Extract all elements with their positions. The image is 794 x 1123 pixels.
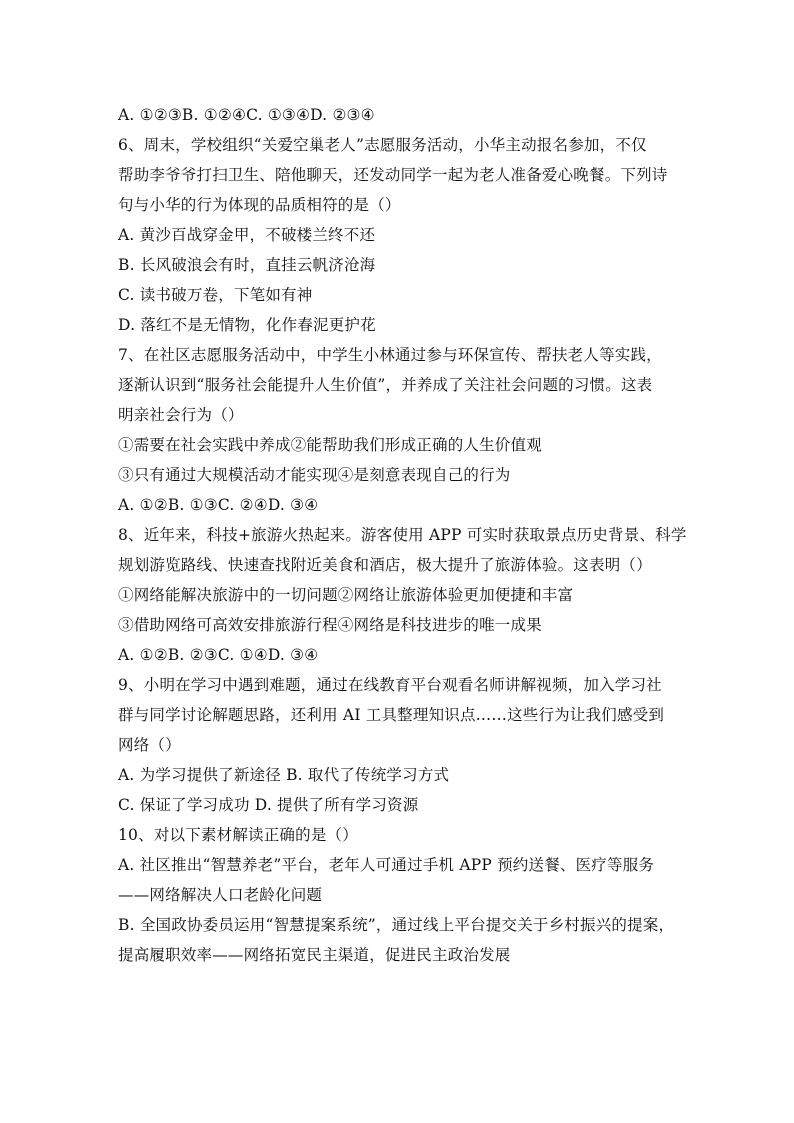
q7-options: A. ①②B. ①③C. ②④D. ③④ [118, 496, 319, 514]
q7-stem-line-3: 明亲社会行为（） [118, 406, 244, 424]
q9-stem-line-2: 群与同学讨论解题思路，还利用 AI 工具整理知识点……这些行为让我们感受到 [118, 706, 665, 724]
q6-option-b: B. 长风破浪会有时，直挂云帆济沧海 [118, 256, 376, 274]
q7-statements-1: ①需要在社会实践中养成②能帮助我们形成正确的人生价值观 [118, 436, 542, 454]
q6-option-a: A. 黄沙百战穿金甲，不破楼兰终不还 [118, 226, 376, 244]
q10-option-a-line-1: A. 社区推出“智慧养老”平台，老年人可通过手机 APP 预约送餐、医疗等服务 [118, 856, 655, 874]
q6-stem-line-2: 帮助李爷爷打扫卫生、陪他聊天，还发动同学一起为老人准备爱心晚餐。下列诗 [118, 166, 668, 184]
q8-options: A. ①②B. ②③C. ①④D. ③④ [118, 646, 319, 664]
q6-option-d: D. 落红不是无情物，化作春泥更护花 [118, 316, 376, 334]
q8-statements-2: ③借助网络可高效安排旅游行程④网络是科技进步的唯一成果 [118, 616, 542, 634]
q9-stem-line-3: 网络（） [118, 736, 181, 754]
document-body [118, 100, 687, 970]
q7-statements-2: ③只有通过大规模活动才能实现④是刻意表现自己的行为 [118, 466, 511, 484]
q7-stem-line-2: 逐渐认识到“服务社会能提升人生价值”，并养成了关注社会问题的习惯。这表 [118, 376, 653, 394]
q7-stem-line-1: 7、在社区志愿服务活动中，中学生小林通过参与环保宣传、帮扶老人等实践， [118, 346, 662, 364]
q6-stem-line-1: 6、周末，学校组织“关爱空巢老人”志愿服务活动，小华主动报名参加，不仅 [118, 136, 647, 154]
q9-options-cd: C. 保证了学习成功 D. 提供了所有学习资源 [118, 796, 419, 814]
q8-statements-1: ①网络能解决旅游中的一切问题②网络让旅游体验更加便捷和丰富 [118, 586, 574, 604]
q6-stem-line-3: 句与小华的行为体现的品质相符的是（） [118, 196, 401, 214]
q10-option-b-line-2: 提高履职效率——网络拓宽民主渠道，促进民主政治发展 [118, 946, 511, 964]
q5-options: A. ①②③B. ①②④C. ①③④D. ②③④ [118, 106, 375, 124]
q10-option-a-line-2: ——网络解决人口老龄化问题 [118, 886, 323, 904]
q8-stem-line-1: 8、近年来，科技+旅游火热起来。游客使用 APP 可实时获取景点历史背景、科学 [118, 526, 687, 544]
q9-options-ab: A. 为学习提供了新途径 B. 取代了传统学习方式 [118, 766, 450, 784]
q9-stem-line-1: 9、小明在学习中遇到难题，通过在线教育平台观看名师讲解视频，加入学习社 [118, 676, 662, 694]
q10-option-b-line-1: B. 全国政协委员运用“智慧提案系统”，通过线上平台提交关于乡村振兴的提案， [118, 916, 675, 934]
q10-stem: 10、对以下素材解读正确的是（） [118, 826, 358, 844]
q8-stem-line-2: 规划游览路线、快速查找附近美食和酒店，极大提升了旅游体验。这表明（） [118, 556, 652, 574]
q6-option-c: C. 读书破万卷，下笔如有神 [118, 286, 313, 304]
